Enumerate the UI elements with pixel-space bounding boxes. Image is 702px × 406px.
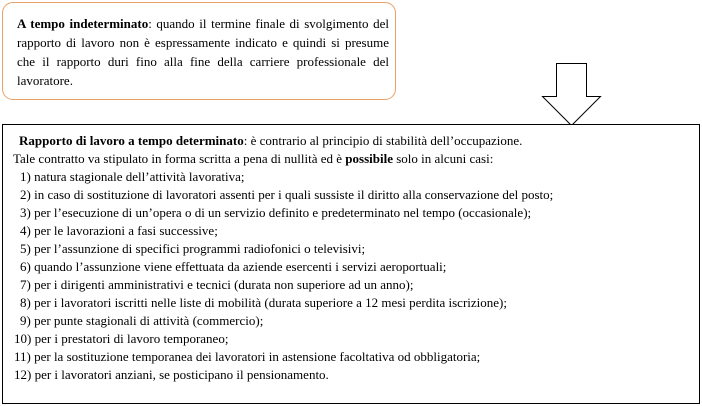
list-item: 1) natura stagionale dell’attività lavorativa; [20,169,245,184]
list-item: 2) in caso di sostituzione di lavoratori assenti per i quali sussiste il diritto alla conservazione del posto; [20,187,554,202]
list-item: 5) per l’assunzione di specifici programmi radiofonici o televisivi; [20,241,366,256]
determinate-intro [13,150,553,168]
determinate-term: Rapporto di lavoro a tempo determinato [19,133,244,148]
list-item: 8) per i lavoratori iscritti nelle liste di mobilità (durata superiore a 12 mesi perdita iscrizione); [20,295,507,310]
determinate-contract-text [13,132,553,384]
list-item: 6) quando l’assunzione viene effettuata da aziende esercenti i servizi aeroportuali; [20,259,447,274]
indeterminate-contract-text [17,14,389,90]
determinate-heading [13,132,553,150]
intro-bold: possibile [345,151,393,166]
indeterminate-definition: : quando il termine finale di svolgimento del rapporto di lavoro non è espressamente indicato e quindi si presume che il rapporto duri fino alla fine della carriere professionale del lavoratore. [17,16,389,88]
indeterminate-term: A tempo indeterminato [17,16,149,31]
list-item: 12) per i lavoratori anziani, se posticipano il pensionamento. [14,367,329,382]
determinate-heading-text: : è contrario al principio di stabilità dell’occupazione. [243,133,523,148]
determinate-contract-box [2,124,700,404]
list-item: 10) per i prestatori di lavoro temporaneo; [14,331,229,346]
down-arrow-icon [540,63,602,127]
indeterminate-contract-box [2,2,396,100]
intro-before: Tale contratto va stipulato in forma scritta a pena di nullità ed è [13,151,346,166]
list-item: 9) per punte stagionali di attività (commercio); [20,313,264,328]
list-item: 4) per le lavorazioni a fasi successive; [20,223,218,238]
intro-after: solo in alcuni casi: [392,151,494,166]
list-item: 11) per la sostituzione temporanea dei lavoratori in astensione facoltativa od obbligatoria; [14,349,481,364]
list-item: 7) per i dirigenti amministrativi e tecnici (durata non superiore ad un anno); [20,277,414,292]
list-item: 3) per l’esecuzione di un’opera o di un servizio definito e predeterminato nel tempo (occasionale); [20,205,532,220]
